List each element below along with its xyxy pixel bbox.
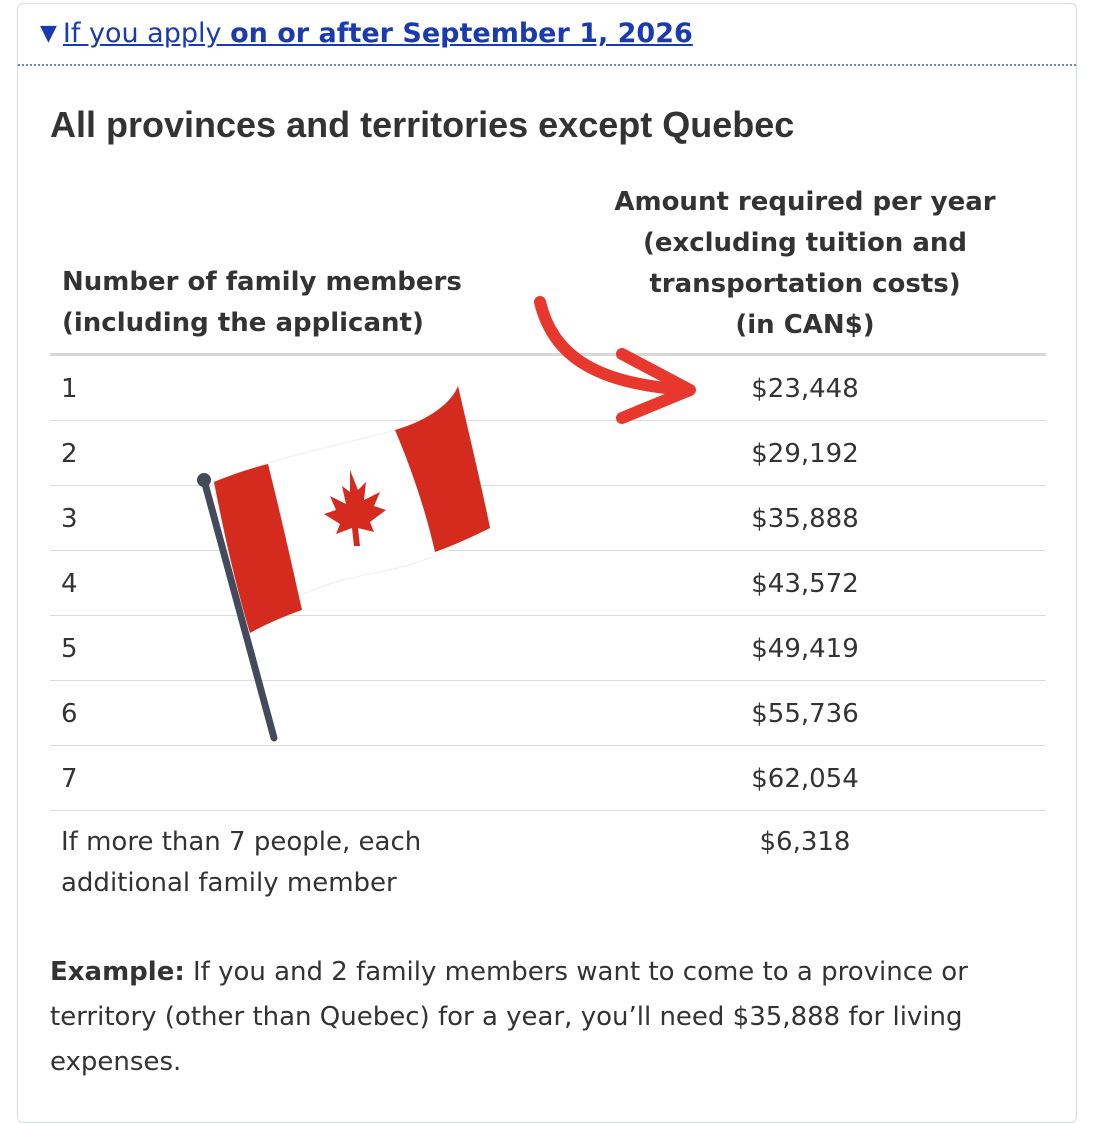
amount-cell: $49,419 xyxy=(751,634,859,664)
column-header-members-line-2: (including the applicant) xyxy=(62,308,424,338)
example-label: Example: xyxy=(50,957,185,987)
summary-text-plain[interactable]: If you apply xyxy=(62,18,222,49)
column-header-members xyxy=(62,262,462,344)
example-paragraph xyxy=(50,950,1040,1085)
column-header-amount-line-4: (in CAN$) xyxy=(735,310,875,340)
members-cell: 6 xyxy=(61,699,78,729)
table-row xyxy=(50,747,1046,811)
summary-link[interactable] xyxy=(63,18,693,49)
members-cell: 1 xyxy=(61,374,78,404)
additional-amount-cell: $6,318 xyxy=(759,827,851,857)
column-header-amount-line-1: Amount required per year xyxy=(614,187,996,217)
amount-cell: $35,888 xyxy=(751,504,859,534)
section-heading: All provinces and territories except Quebec xyxy=(50,104,795,145)
column-header-amount-line-2: (excluding tuition and xyxy=(642,228,968,258)
red-curved-arrow-icon xyxy=(530,292,705,432)
members-cell: 7 xyxy=(61,764,78,794)
additional-members-line-1: If more than 7 people, each xyxy=(61,827,422,857)
details-summary[interactable] xyxy=(18,4,1076,66)
members-cell: 5 xyxy=(61,634,78,664)
amount-cell: $62,054 xyxy=(751,764,859,794)
additional-members-line-2: additional family member xyxy=(61,868,397,898)
summary-toggle[interactable] xyxy=(40,18,693,49)
amount-cell: $55,736 xyxy=(751,699,859,729)
amount-cell: $43,572 xyxy=(751,569,859,599)
members-cell: 4 xyxy=(61,569,78,599)
column-header-members-line-1: Number of family members xyxy=(62,267,462,297)
amount-cell: $29,192 xyxy=(751,439,859,469)
canada-flag-icon xyxy=(190,378,500,748)
members-cell: 2 xyxy=(61,439,78,469)
members-cell: 3 xyxy=(61,504,78,534)
amount-cell: $23,448 xyxy=(751,374,859,404)
column-header-amount-line-3: transportation costs) xyxy=(649,269,961,299)
triangle-down-icon[interactable]: ▼ xyxy=(40,21,57,46)
additional-members-cell xyxy=(61,822,421,904)
example-text: If you and 2 family members want to come to a province or territory (other than Quebec) for a year, you’ll need $35,888 for living expenses. xyxy=(50,957,968,1077)
summary-text-bold[interactable]: on or after September 1, 2026 xyxy=(230,18,693,49)
